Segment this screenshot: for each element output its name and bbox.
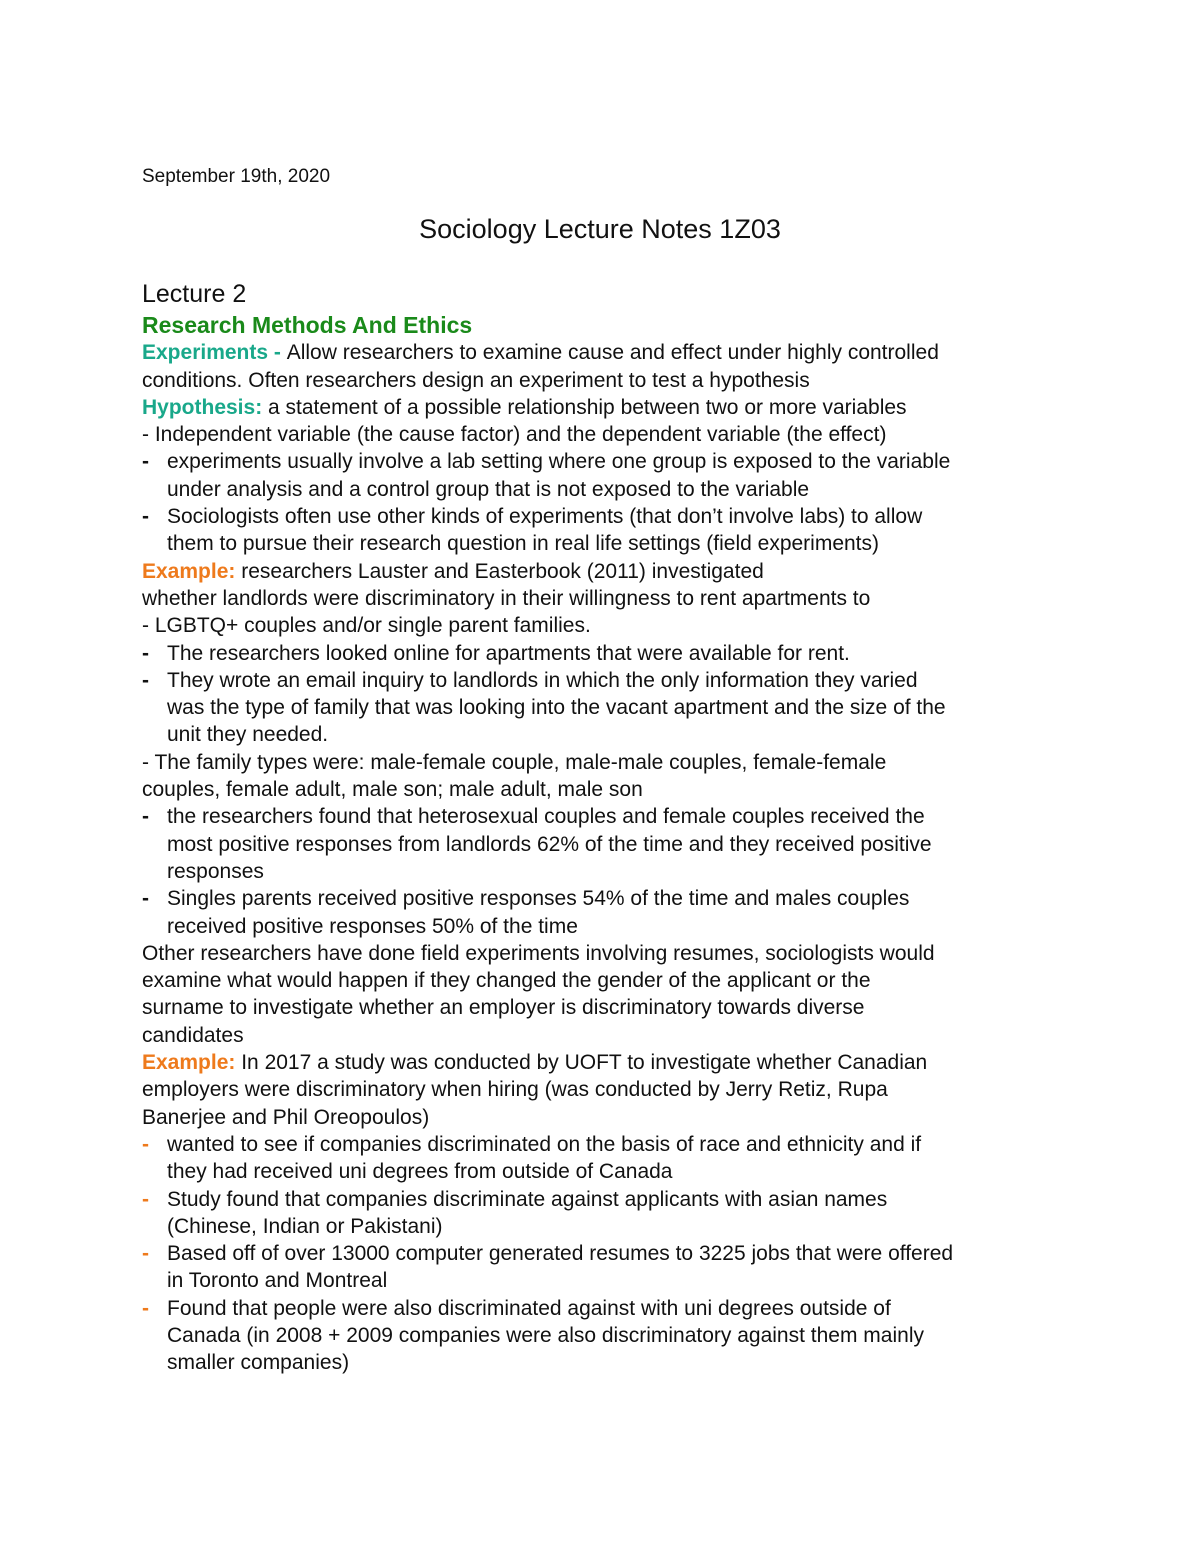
bullet-item: [142, 640, 1072, 667]
paragraph-line: [142, 749, 1072, 776]
paragraph-line: [142, 994, 1072, 1021]
line-text: Singles parents received positive responses 54% of the time and males couples: [167, 887, 910, 911]
bullet-item: [142, 1240, 1072, 1267]
term-label: Experiments -: [142, 341, 287, 365]
line-text: conditions. Often researchers design an experiment to test a hypothesis: [142, 368, 810, 392]
line-text: received positive responses 50% of the time: [167, 914, 578, 938]
paragraph-line: [142, 1104, 1072, 1131]
paragraph-line: [142, 585, 1072, 612]
line-text: candidates: [142, 1023, 244, 1047]
paragraph-line: [142, 394, 1072, 421]
paragraph-line: [142, 558, 1072, 585]
line-text: wanted to see if companies discriminated on the basis of race and ethnicity and if: [167, 1132, 922, 1156]
paragraph-line: [142, 967, 1072, 994]
bullet-continuation: [142, 1158, 1072, 1185]
line-text: under analysis and a control group that is not exposed to the variable: [167, 477, 810, 501]
term-label: Hypothesis:: [142, 395, 269, 419]
bullet-continuation: [142, 913, 1072, 940]
line-text: the researchers found that heterosexual couples and female couples received the: [167, 805, 925, 829]
line-text: was the type of family that was looking into the vacant apartment and the size of the: [167, 696, 946, 720]
paragraph-line: [142, 421, 1072, 448]
example-label: Example:: [142, 559, 242, 583]
line-text: smaller companies): [167, 1351, 350, 1375]
line-text: most positive responses from landlords 62% of the time and they received positive: [167, 832, 932, 856]
document-date: September 19th, 2020: [142, 166, 331, 187]
line-text: couples, female adult, male son; male adult, male son: [142, 778, 643, 802]
bullet-item: [142, 1295, 1072, 1322]
line-text: Study found that companies discriminate against applicants with asian names: [167, 1187, 888, 1211]
paragraph-line: [142, 612, 1072, 639]
paragraph-line: [142, 1076, 1072, 1103]
line-text: Banerjee and Phil Oreopoulos): [142, 1105, 430, 1129]
line-text: in Toronto and Montreal: [167, 1269, 388, 1293]
paragraph-line: [142, 339, 1072, 366]
paragraph-line: [142, 1022, 1072, 1049]
line-text: they had received uni degrees from outside of Canada: [167, 1160, 673, 1184]
paragraph-line: [142, 940, 1072, 967]
bullet-continuation: [142, 858, 1072, 885]
bullet-continuation: [142, 1322, 1072, 1349]
line-text: Found that people were also discriminated against with uni degrees outside of: [167, 1296, 891, 1320]
bullet-item: [142, 803, 1072, 830]
line-text: them to pursue their research question in real life settings (field experiments): [167, 532, 880, 556]
line-text: whether landlords were discriminatory in their willingness to rent apartments to: [142, 586, 871, 610]
bullet-continuation: [142, 1213, 1072, 1240]
line-text: employers were discriminatory when hiring (was conducted by Jerry Retiz, Rupa: [142, 1078, 888, 1102]
line-text: (Chinese, Indian or Pakistani): [167, 1214, 443, 1238]
bullet-continuation: [142, 831, 1072, 858]
line-text: Sociologists often use other kinds of experiments (that don’t involve labs) to allow: [167, 505, 923, 529]
paragraph-line: [142, 776, 1072, 803]
bullet-item: [142, 1186, 1072, 1213]
line-text: Canada (in 2008 + 2009 companies were also discriminatory against them mainly: [167, 1323, 924, 1347]
document-body: [142, 312, 1072, 1377]
bullet-item: [142, 885, 1072, 912]
line-text: Other researchers have done field experiments involving resumes, sociologists would: [142, 941, 935, 965]
bullet-item: [142, 667, 1072, 694]
line-text: - LGBTQ+ couples and/or single parent families.: [142, 614, 591, 638]
bullet-continuation: [142, 694, 1072, 721]
line-text: Allow researchers to examine cause and effect under highly controlled: [286, 341, 939, 365]
bullet-continuation: [142, 530, 1072, 557]
bullet-item: [142, 448, 1072, 475]
paragraph-line: [142, 1049, 1072, 1076]
line-text: a statement of a possible relationship between two or more variables: [268, 395, 907, 419]
bullet-item: [142, 1131, 1072, 1158]
bullet-continuation: [142, 721, 1072, 748]
line-text: They wrote an email inquiry to landlords in which the only information they varied: [167, 668, 918, 692]
line-text: In 2017 a study was conducted by UOFT to investigate whether Canadian: [241, 1051, 928, 1075]
document-title: Sociology Lecture Notes 1Z03: [419, 214, 781, 244]
line-text: surname to investigate whether an employer is discriminatory towards diverse: [142, 996, 865, 1020]
bullet-continuation: [142, 1349, 1072, 1376]
line-text: unit they needed.: [167, 723, 329, 747]
bullet-continuation: [142, 1267, 1072, 1294]
paragraph-line: [142, 367, 1072, 394]
line-text: examine what would happen if they changed the gender of the applicant or the: [142, 969, 871, 993]
line-text: - Independent variable (the cause factor) and the dependent variable (the effect): [142, 423, 887, 447]
line-text: responses: [167, 859, 264, 883]
lecture-number: Lecture 2: [142, 280, 247, 308]
line-text: experiments usually involve a lab setting where one group is exposed to the variable: [167, 450, 951, 474]
line-text: Based off of over 13000 computer generated resumes to 3225 jobs that were offered: [167, 1242, 954, 1266]
bullet-continuation: [142, 476, 1072, 503]
example-label: Example:: [142, 1051, 242, 1075]
bullet-item: [142, 503, 1072, 530]
line-text: The researchers looked online for apartments that were available for rent.: [167, 641, 850, 665]
section-heading: Research Methods And Ethics: [142, 312, 473, 338]
line-text: researchers Lauster and Easterbook (2011) investigated: [241, 559, 764, 583]
line-text: - The family types were: male-female couple, male-male couples, female-female: [142, 750, 887, 774]
